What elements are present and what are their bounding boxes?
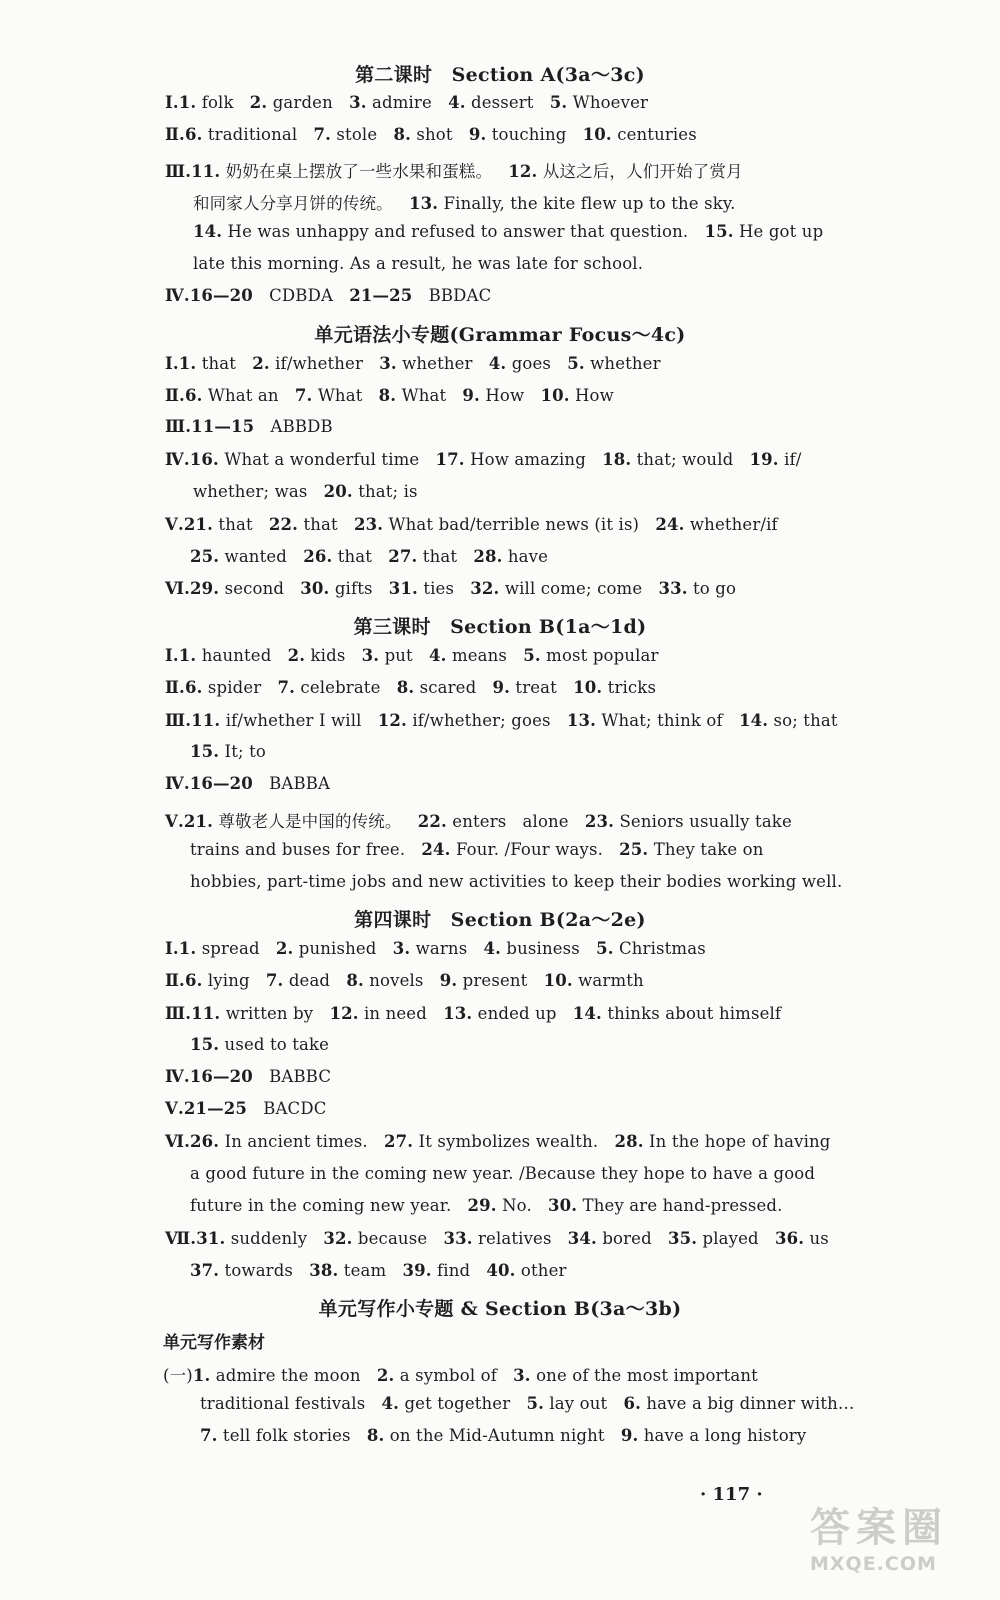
question-number: 9.	[439, 971, 458, 990]
answer-text: one of the most important	[530, 1366, 758, 1385]
answer-text: present	[457, 971, 544, 990]
question-number: 26.	[303, 547, 333, 566]
answer-text: treat	[510, 678, 574, 697]
answer-line	[165, 93, 648, 112]
answer-text: punished	[293, 939, 393, 958]
answer-text: that	[298, 515, 354, 534]
question-number: Ⅰ.1.	[165, 93, 197, 112]
answer-text: tell folk stories	[217, 1426, 367, 1445]
answer-text: shot	[410, 125, 469, 144]
question-number: Ⅳ.16—20	[165, 774, 253, 793]
answer-text: kids	[305, 646, 362, 665]
question-number: 3.	[379, 354, 397, 373]
answer-text: second	[219, 579, 301, 598]
answer-text: What an	[202, 386, 295, 405]
answer-text: scared	[414, 678, 493, 697]
question-number: 10.	[543, 971, 573, 990]
question-number: 12.	[508, 162, 538, 181]
answer-text: other	[515, 1261, 567, 1280]
question-number: 7.	[277, 678, 296, 697]
question-number: Ⅲ.11.	[165, 711, 221, 730]
answer-text: future in the coming new year.	[190, 1196, 468, 1215]
question-number: 4.	[381, 1394, 400, 1413]
question-number: 34.	[567, 1229, 597, 1248]
question-number: 14.	[193, 222, 223, 241]
answer-text: What a wonderful time	[218, 450, 436, 469]
answer-line	[165, 808, 792, 832]
answer-text: 奶奶在桌上摆放了一些水果和蛋糕。	[220, 162, 509, 181]
question-number: 12.	[329, 1004, 359, 1023]
question-number: 17.	[435, 450, 465, 469]
question-number: 5.	[596, 939, 614, 958]
answer-text: folk	[196, 93, 250, 112]
question-number: 23.	[584, 812, 615, 831]
answer-line	[190, 1261, 567, 1280]
question-number: 2.	[275, 939, 294, 958]
question-number: 38.	[309, 1261, 339, 1280]
answer-text: that; would	[631, 450, 750, 469]
answer-text: spread	[196, 939, 276, 958]
answer-text: towards	[219, 1261, 310, 1280]
answer-text: How amazing	[464, 450, 603, 469]
question-number: 9.	[492, 678, 511, 697]
answer-text: suddenly	[225, 1229, 324, 1248]
answer-line	[165, 579, 736, 598]
question-number: Ⅲ.11—15	[165, 417, 255, 436]
answer-text: novels	[363, 971, 440, 990]
answer-line	[165, 286, 491, 305]
question-number: 24.	[421, 840, 451, 859]
answer-text: 尊敬老人是中国的传统。	[213, 812, 418, 831]
answer-text: CDBDA	[252, 286, 350, 305]
answer-text: Finally, the kite flew up to the sky.	[438, 194, 736, 213]
question-number: 28.	[473, 547, 503, 566]
answer-text: that	[213, 515, 269, 534]
answer-text: 和同家人分享月饼的传统。	[193, 194, 409, 213]
question-number: 4.	[483, 939, 502, 958]
question-number: 25.	[190, 547, 220, 566]
question-number: 5.	[523, 646, 541, 665]
question-number: 8.	[366, 1426, 385, 1445]
question-number: 29.	[467, 1196, 497, 1215]
answer-text: Four. /Four ways.	[450, 840, 620, 859]
answer-text: In the hope of having	[643, 1132, 831, 1151]
question-number: 7.	[294, 386, 313, 405]
answer-line	[165, 354, 661, 373]
answer-text: 从这之后，人们开始了赏月	[537, 162, 743, 181]
question-number: 9.	[468, 125, 487, 144]
answer-text: get together	[399, 1394, 527, 1413]
question-number: 13.	[566, 711, 596, 730]
answer-line	[165, 386, 614, 405]
question-number: 7.	[313, 125, 332, 144]
answer-line	[190, 872, 842, 891]
question-number: 15.	[190, 1035, 220, 1054]
question-number: 5.	[567, 354, 585, 373]
answer-text: dessert	[465, 93, 550, 112]
question-number: Ⅱ.6.	[165, 125, 203, 144]
question-number: 30.	[548, 1196, 578, 1215]
answer-text: whether/if	[684, 515, 778, 534]
answer-text: admire the moon	[210, 1366, 377, 1385]
question-number: 36.	[774, 1229, 805, 1248]
answer-text: whether	[396, 354, 489, 373]
question-number: 4.	[488, 354, 507, 373]
question-number: 37.	[190, 1261, 220, 1280]
question-number: 8.	[346, 971, 364, 990]
question-number: Ⅱ.6.	[165, 386, 203, 405]
answer-text: dead	[283, 971, 347, 990]
answer-text: warmth	[572, 971, 644, 990]
answer-text: have a big dinner with…	[641, 1394, 855, 1413]
answer-text: if/whether; goes	[406, 711, 567, 730]
answer-line	[165, 1067, 331, 1086]
section-title: 第三课时 Section B(1a～1d)	[353, 616, 647, 638]
answer-text: used to take	[219, 1035, 330, 1054]
answer-line	[190, 742, 266, 761]
question-number: 8.	[396, 678, 415, 697]
answer-text: traditional	[202, 125, 314, 144]
question-number: 33.	[658, 579, 688, 598]
question-number: 7.	[265, 971, 284, 990]
answer-line	[163, 1362, 758, 1386]
answer-line	[165, 158, 743, 182]
question-number: 7.	[200, 1426, 218, 1445]
answer-line	[165, 1132, 830, 1151]
answer-text: enters alone	[446, 812, 585, 831]
answer-text: garden	[267, 93, 350, 112]
question-number: 2.	[252, 354, 270, 373]
question-number: Ⅲ.11.	[165, 1004, 221, 1023]
answer-text: to go	[687, 579, 737, 598]
answer-text: gifts	[329, 579, 389, 598]
question-number: 33.	[443, 1229, 473, 1248]
question-number: 2.	[376, 1366, 395, 1385]
answer-text: How	[479, 386, 541, 405]
answer-line	[200, 1426, 806, 1445]
question-number: 24.	[655, 515, 685, 534]
answer-text: us	[804, 1229, 829, 1248]
question-number: 3.	[349, 93, 367, 112]
question-number: 9.	[462, 386, 480, 405]
question-number: 18.	[602, 450, 632, 469]
section-title: 单元语法小专题(Grammar Focus～4c)	[314, 324, 686, 346]
question-number: Ⅱ.6.	[165, 678, 203, 697]
question-number: Ⅳ.16—20	[165, 286, 253, 305]
answer-text: He was unhappy and refused to answer that question.	[222, 222, 705, 241]
answer-text: bored	[596, 1229, 668, 1248]
answer-text: BBDAC	[412, 286, 492, 305]
question-number: 27.	[384, 1132, 414, 1151]
answer-text: Whoever	[567, 93, 649, 112]
question-number: 9.	[620, 1426, 639, 1445]
answer-text: find	[431, 1261, 487, 1280]
answer-text: thinks about himself	[601, 1004, 782, 1023]
question-number: 13.	[409, 194, 439, 213]
answer-text: tricks	[602, 678, 657, 697]
answer-text: Christmas	[613, 939, 706, 958]
answer-text: ABBDB	[254, 417, 333, 436]
question-number: 40.	[486, 1261, 516, 1280]
question-number: Ⅵ.29.	[165, 579, 220, 598]
question-number: 5.	[549, 93, 568, 112]
question-number: Ⅳ.16.	[165, 450, 219, 469]
answer-text: relatives	[472, 1229, 568, 1248]
answer-text: most popular	[540, 646, 659, 665]
answer-line	[190, 840, 764, 859]
answer-text: They are hand-pressed.	[577, 1196, 783, 1215]
question-number: 3.	[513, 1366, 531, 1385]
answer-text: warns	[410, 939, 484, 958]
answer-line	[165, 646, 659, 665]
question-number: Ⅶ.31.	[165, 1229, 226, 1248]
answer-text: written by	[220, 1004, 330, 1023]
answer-line	[165, 1229, 829, 1248]
question-number: 13.	[443, 1004, 473, 1023]
answer-line	[165, 125, 697, 144]
question-number: 10.	[540, 386, 570, 405]
answer-text: whether; was	[193, 482, 324, 501]
question-number: 23.	[353, 515, 384, 534]
answer-line	[200, 1394, 855, 1413]
question-number: 8.	[393, 125, 411, 144]
answer-line	[165, 711, 838, 730]
watermark-logo	[810, 1496, 980, 1586]
answer-text: in need	[358, 1004, 444, 1023]
answer-line	[190, 1196, 783, 1215]
answer-line	[193, 190, 736, 214]
question-number: 5.	[526, 1394, 544, 1413]
answer-text: touching	[486, 125, 583, 144]
section-title: 第四课时 Section B(2a～2e)	[354, 909, 646, 931]
answer-text: It; to	[219, 742, 266, 761]
answer-line	[190, 1035, 329, 1054]
question-number: 39.	[402, 1261, 432, 1280]
answer-line	[165, 1099, 327, 1118]
answer-text: if/	[778, 450, 802, 469]
answer-text: He got up	[733, 222, 824, 241]
answer-text: late this morning. As a result, he was late for school.	[193, 254, 644, 273]
answer-text: celebrate	[295, 678, 397, 697]
answer-text: No.	[496, 1196, 549, 1215]
question-number: Ⅰ.1.	[165, 646, 197, 665]
answer-text: spider	[202, 678, 278, 697]
answer-text: What; think of	[595, 711, 739, 730]
answer-text: admire	[366, 93, 449, 112]
question-number: 8.	[378, 386, 397, 405]
answer-text: lying	[202, 971, 266, 990]
answer-text: whether	[584, 354, 661, 373]
answer-text: centuries	[611, 125, 697, 144]
answer-line	[165, 678, 656, 697]
answer-text: What bad/terrible news (it is)	[383, 515, 656, 534]
answer-text: a good future in the coming new year. /Because they hope to have a good	[190, 1164, 816, 1183]
answer-text: played	[697, 1229, 775, 1248]
answer-text: haunted	[196, 646, 288, 665]
answer-line	[165, 1004, 781, 1023]
question-number: 6.	[623, 1394, 642, 1413]
answer-line	[165, 774, 330, 793]
question-number: 14.	[738, 711, 769, 730]
question-number: 22.	[268, 515, 299, 534]
answer-text: have	[502, 547, 549, 566]
question-number: 32.	[323, 1229, 353, 1248]
question-number: 4.	[429, 646, 447, 665]
section-title: 第二课时 Section A(3a～3c)	[355, 64, 645, 86]
question-number: Ⅱ.6.	[165, 971, 203, 990]
question-number: 25.	[619, 840, 649, 859]
page-number: · 117 ·	[700, 1484, 763, 1505]
answer-text: trains and buses for free.	[190, 840, 422, 859]
question-number: 3.	[392, 939, 411, 958]
answer-text: BABBC	[252, 1067, 332, 1086]
question-number: 15.	[704, 222, 734, 241]
answer-text: business	[501, 939, 597, 958]
question-number: Ⅴ.21.	[165, 515, 214, 534]
answer-line	[190, 1164, 815, 1183]
question-number: 4.	[448, 93, 466, 112]
question-number: Ⅴ.21.	[165, 812, 214, 831]
answer-text: goes	[506, 354, 568, 373]
answer-text: that	[332, 547, 389, 566]
question-number: 21—25	[349, 286, 413, 305]
answer-text: ties	[417, 579, 471, 598]
answer-text: What	[396, 386, 463, 405]
answer-line	[165, 971, 644, 990]
question-number: Ⅴ.21—25	[165, 1099, 248, 1118]
question-number: 10.	[582, 125, 612, 144]
answer-line	[165, 939, 706, 958]
question-number: 10.	[573, 678, 603, 697]
question-number: 35.	[667, 1229, 698, 1248]
question-number: 32.	[470, 579, 500, 598]
answer-text: on the Mid-Autumn night	[384, 1426, 621, 1445]
watermark-text: 答案圈	[810, 1505, 948, 1551]
answer-text: that	[196, 354, 253, 373]
question-number: 30.	[300, 579, 330, 598]
answer-text: a symbol of	[394, 1366, 514, 1385]
question-number: 15.	[190, 742, 220, 761]
answer-text: team	[338, 1261, 403, 1280]
answer-text: because	[352, 1229, 444, 1248]
answer-line	[193, 254, 643, 273]
question-number: 14.	[572, 1004, 602, 1023]
question-number: 20.	[323, 482, 353, 501]
answer-text: What	[312, 386, 379, 405]
question-number: Ⅵ.26.	[165, 1132, 220, 1151]
answer-text: means	[446, 646, 524, 665]
question-number: 12.	[377, 711, 407, 730]
answer-text: that	[417, 547, 474, 566]
question-number: 19.	[749, 450, 779, 469]
answer-text: stole	[331, 125, 394, 144]
question-number: Ⅰ.1.	[165, 354, 197, 373]
question-number: Ⅰ.1.	[165, 939, 197, 958]
answer-text: lay out	[543, 1394, 624, 1413]
answer-text: traditional festivals	[200, 1394, 382, 1413]
answer-line	[190, 547, 548, 566]
watermark-url: MXQE.COM	[810, 1553, 937, 1575]
question-number: 31.	[388, 579, 418, 598]
answer-text: In ancient times.	[219, 1132, 384, 1151]
answer-text: How	[569, 386, 614, 405]
answer-text: hobbies, part-time jobs and new activities to keep their bodies working well.	[190, 872, 843, 891]
question-number: 27.	[388, 547, 418, 566]
answer-text: put	[379, 646, 430, 665]
answer-text: wanted	[219, 547, 304, 566]
section-title: 单元写作小专题 & Section B(3a～3b)	[318, 1298, 682, 1320]
question-number: 2.	[249, 93, 268, 112]
question-number: Ⅲ.11.	[165, 162, 221, 181]
answer-text: so; that	[768, 711, 838, 730]
question-number: 1.	[192, 1366, 211, 1385]
question-number: 2.	[287, 646, 306, 665]
answer-text: ended up	[472, 1004, 573, 1023]
answer-text: if/whether I will	[220, 711, 378, 730]
answer-line	[193, 222, 823, 241]
question-number: 28.	[614, 1132, 644, 1151]
answer-text: Seniors usually take	[614, 812, 792, 831]
answer-text: (一)	[163, 1366, 193, 1385]
answer-line	[193, 482, 418, 501]
answer-line	[165, 450, 802, 469]
answer-line	[165, 417, 333, 436]
answer-text: that; is	[352, 482, 418, 501]
answer-text: They take on	[648, 840, 764, 859]
question-number: Ⅳ.16—20	[165, 1067, 253, 1086]
answer-text: BACDC	[247, 1099, 327, 1118]
question-number: 22.	[417, 812, 447, 831]
question-number: 3.	[361, 646, 380, 665]
answer-text: have a long history	[638, 1426, 807, 1445]
section-subtitle: 单元写作素材	[163, 1333, 265, 1353]
answer-text: BABBA	[252, 774, 331, 793]
answer-text: if/whether	[269, 354, 380, 373]
answer-text: will come; come	[499, 579, 659, 598]
answer-text: It symbolizes wealth.	[413, 1132, 615, 1151]
answer-line	[165, 515, 778, 534]
